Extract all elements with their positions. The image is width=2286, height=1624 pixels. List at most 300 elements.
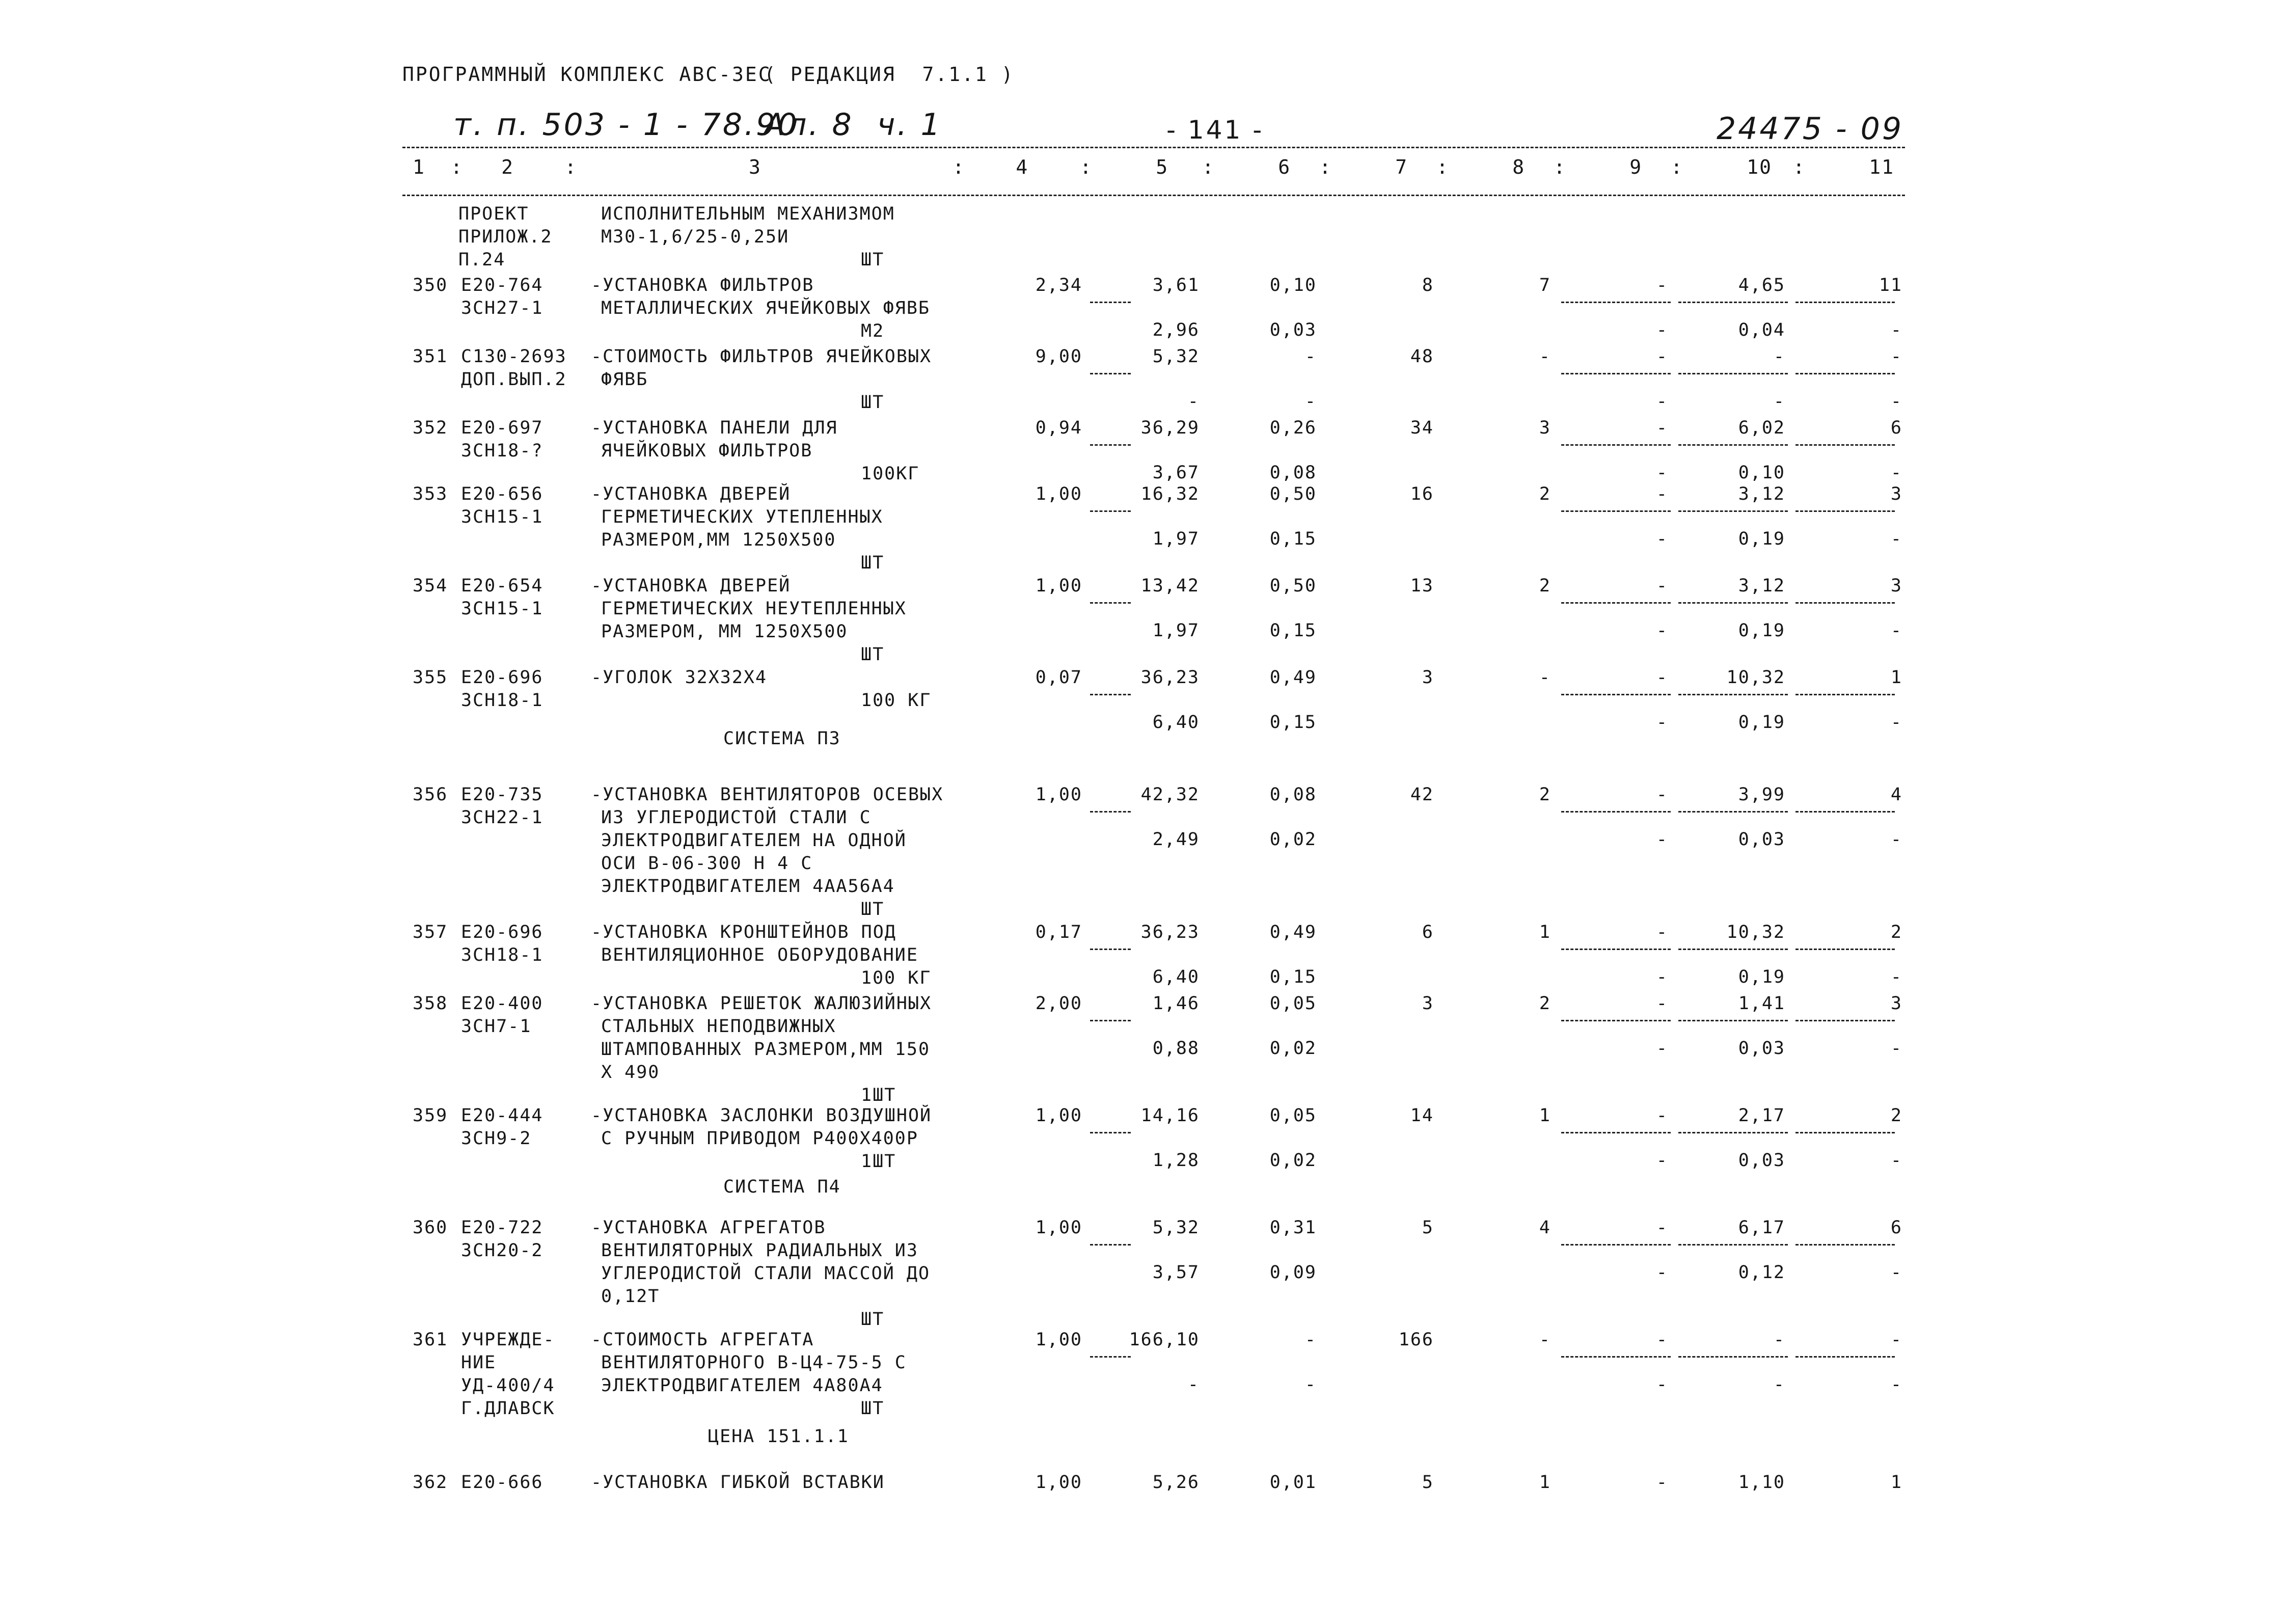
cell-divider	[1561, 1244, 1671, 1246]
cell-c7: 5	[1422, 1217, 1434, 1238]
cell-divider	[1090, 811, 1131, 813]
row-unit: ШТ	[861, 392, 885, 413]
row-description: -УСТАНОВКА КРОНШТЕЙНОВ ПОД	[591, 922, 896, 942]
cell-c11: 1	[1890, 667, 1902, 688]
row-description: -УСТАНОВКА РЕШЕТОК ЖАЛЮЗИЙНЫХ	[591, 993, 932, 1014]
cell-divider	[1561, 444, 1671, 446]
row-description: ШТАМПОВАННЫХ РАЗМЕРОМ,ММ 150	[601, 1039, 931, 1060]
col-head-11: : 11	[1793, 156, 1895, 178]
row-description: -УСТАНОВКА ПАНЕЛИ ДЛЯ	[591, 418, 838, 438]
col-head-3: 3	[749, 156, 761, 178]
cell-c10b: 0,04	[1738, 320, 1785, 340]
cell-c6: -	[1304, 1330, 1317, 1350]
cell-c6b: 0,15	[1269, 712, 1317, 733]
row-reference: ПРИЛОЖ.2	[458, 227, 553, 247]
cell-c10b: -	[1773, 391, 1785, 412]
cell-c5: 42,32	[1140, 784, 1200, 805]
row-description: ЭЛЕКТРОДВИГАТЕЛЕМ 4АА56А4	[601, 876, 895, 897]
cell-c4: 0,17	[1035, 922, 1082, 942]
cell-c11: 4	[1890, 784, 1902, 805]
cell-divider	[1090, 1356, 1131, 1358]
row-number: 359	[413, 1105, 448, 1126]
cell-c6: 0,50	[1269, 484, 1317, 504]
col-head-6: : 6	[1202, 156, 1291, 178]
cell-c8: 2	[1539, 993, 1551, 1014]
row-number: 360	[413, 1217, 448, 1238]
cell-c7: 42	[1410, 784, 1434, 805]
cell-c9: -	[1656, 576, 1668, 596]
cell-c5b: 3,67	[1152, 463, 1200, 483]
cell-c4: 2,34	[1035, 275, 1082, 295]
cell-c7: 48	[1410, 346, 1434, 367]
cell-c11b: -	[1890, 1262, 1902, 1283]
cell-divider	[1678, 694, 1788, 695]
cell-c9b: -	[1656, 712, 1668, 733]
cell-c10b: 0,19	[1738, 529, 1785, 549]
row-code: Е20-696	[461, 667, 543, 688]
row-code: Е20-697	[461, 418, 543, 438]
cell-divider	[1561, 373, 1671, 374]
row-unit: ШТ	[861, 1309, 885, 1330]
row-code: С130-2693	[461, 346, 567, 367]
row-description: ОСИ В-06-300 Н 4 С	[601, 853, 813, 874]
row-description: М30-1,6/25-0,25И	[601, 227, 790, 247]
cell-c9: -	[1656, 1330, 1668, 1350]
cell-c10b: 0,19	[1738, 967, 1785, 987]
cell-divider	[1090, 510, 1131, 512]
row-description: РАЗМЕРОМ,ММ 1250Х500	[601, 530, 836, 550]
edition-label: ( РЕДАКЦИЯ 7.1.1 )	[764, 63, 1015, 86]
cell-c11b: -	[1890, 529, 1902, 549]
cell-divider	[1561, 949, 1671, 950]
row-code: Е20-400	[461, 993, 543, 1014]
cell-c11b: -	[1890, 967, 1902, 987]
row-code-2: 3СН18-1	[461, 690, 543, 711]
cell-c9: -	[1656, 922, 1668, 942]
row-unit: ШТ	[861, 1398, 885, 1419]
cell-c5b: 6,40	[1152, 967, 1200, 987]
row-code-2: 3СН9-2	[461, 1128, 532, 1149]
cell-c8: 3	[1539, 418, 1551, 438]
cell-divider	[1678, 444, 1788, 446]
row-number: 355	[413, 667, 448, 688]
cell-c5: 13,42	[1140, 576, 1200, 596]
cell-c6: 0,05	[1269, 993, 1317, 1014]
row-unit: 100КГ	[861, 464, 920, 484]
cell-divider	[1090, 694, 1131, 695]
col-head-7: : 7	[1319, 156, 1408, 178]
row-code: Е20-735	[461, 784, 543, 805]
row-description: -УГОЛОК 32Х32Х4	[591, 667, 768, 688]
cell-c5b: 6,40	[1152, 712, 1200, 733]
cell-c11: 1	[1890, 1472, 1902, 1493]
cell-c4: 1,00	[1035, 576, 1082, 596]
row-description: 0,12Т	[601, 1286, 660, 1307]
cell-c10b: 0,12	[1738, 1262, 1785, 1283]
row-description: -УСТАНОВКА АГРЕГАТОВ	[591, 1217, 826, 1238]
cell-divider	[1561, 602, 1671, 604]
row-code-2: 3СН18-1	[461, 945, 543, 965]
row-code-4: Г.ДЛАВСК	[461, 1398, 555, 1419]
cell-divider	[1561, 811, 1671, 813]
row-code-2: 3СН18-?	[461, 441, 543, 461]
row-code: Е20-444	[461, 1105, 543, 1126]
col-head-10: : 10	[1671, 156, 1773, 178]
cell-c6b: 0,03	[1269, 320, 1317, 340]
cell-c9b: -	[1656, 463, 1668, 483]
cell-divider	[1678, 1244, 1788, 1246]
cell-c5b: 2,49	[1152, 829, 1200, 850]
cell-c9b: -	[1656, 967, 1668, 987]
row-unit: ШТ	[861, 899, 885, 919]
cell-c6: 0,05	[1269, 1105, 1317, 1126]
cell-c6b: 0,15	[1269, 620, 1317, 641]
row-code: Е20-722	[461, 1217, 543, 1238]
cell-c7: 6	[1422, 922, 1434, 942]
cell-c11: 3	[1890, 993, 1902, 1014]
row-code-2: 3СН27-1	[461, 298, 543, 318]
cell-divider	[1678, 811, 1788, 813]
cell-c4: 1,00	[1035, 1330, 1082, 1350]
row-description: ВЕНТИЛЯТОРНОГО В-Ц4-75-5 С	[601, 1352, 907, 1373]
cell-c5b: 1,97	[1152, 529, 1200, 549]
row-code: Е20-764	[461, 275, 543, 295]
cell-divider	[1678, 1132, 1788, 1133]
cell-c7: 13	[1410, 576, 1434, 596]
cell-c9: -	[1656, 275, 1668, 295]
cell-c11: 11	[1879, 275, 1902, 295]
cell-divider	[1561, 302, 1671, 303]
col-head-8: : 8	[1436, 156, 1526, 178]
row-number: 357	[413, 922, 448, 942]
cell-c9b: -	[1656, 320, 1668, 340]
cell-c8: 1	[1539, 1472, 1551, 1493]
cell-c9b: -	[1656, 1038, 1668, 1059]
row-unit: М2	[861, 321, 885, 341]
cell-c11b: -	[1890, 829, 1902, 850]
row-code: УЧРЕЖДЕ-	[461, 1330, 555, 1350]
cell-c10b: 0,03	[1738, 1038, 1785, 1059]
cell-c11b: -	[1890, 1150, 1902, 1171]
cell-divider	[1678, 949, 1788, 950]
cell-c6: 0,01	[1269, 1472, 1317, 1493]
row-reference: П.24	[458, 250, 506, 270]
cell-divider	[1678, 373, 1788, 374]
row-code-3: УД-400/4	[461, 1375, 555, 1396]
section-heading: СИСТЕМА П4	[723, 1177, 841, 1197]
col-head-1-2: 1 : 2 :	[413, 156, 578, 178]
row-description: С РУЧНЫМ ПРИВОДОМ Р400Х400Р	[601, 1128, 918, 1149]
row-code-2: 3СН15-1	[461, 599, 543, 619]
row-unit: 100 КГ	[861, 968, 932, 988]
cell-c5: 14,16	[1140, 1105, 1200, 1126]
row-code-2: 3СН7-1	[461, 1016, 532, 1037]
cell-c10b: 0,19	[1738, 712, 1785, 733]
cell-c6b: 0,08	[1269, 463, 1317, 483]
cell-c11b: -	[1890, 712, 1902, 733]
cell-c7: 16	[1410, 484, 1434, 504]
row-price-note: ЦЕНА 151.1.1	[708, 1426, 849, 1447]
cell-c11b: -	[1890, 391, 1902, 412]
cell-divider	[1090, 444, 1131, 446]
cell-c10b: -	[1773, 1374, 1785, 1395]
cell-c9b: -	[1656, 620, 1668, 641]
cell-c10: -	[1773, 346, 1785, 367]
cell-c8: 7	[1539, 275, 1551, 295]
cell-c9b: -	[1656, 1150, 1668, 1171]
cell-c10: 3,12	[1738, 576, 1785, 596]
cell-c9: -	[1656, 1217, 1668, 1238]
header-rule-bottom	[402, 195, 1905, 196]
cell-c6: 0,10	[1269, 275, 1317, 295]
cell-c9: -	[1656, 346, 1668, 367]
cell-divider	[1090, 302, 1131, 303]
cell-divider	[1795, 949, 1895, 950]
row-description: ГЕРМЕТИЧЕСКИХ УТЕПЛЕННЫХ	[601, 507, 883, 527]
row-unit: 1ШТ	[861, 1151, 896, 1172]
cell-c6b: 0,02	[1269, 1038, 1317, 1059]
cell-c6: 0,26	[1269, 418, 1317, 438]
row-number: 352	[413, 418, 448, 438]
cell-c9: -	[1656, 667, 1668, 688]
row-description: ЭЛЕКТРОДВИГАТЕЛЕМ 4А80А4	[601, 1375, 883, 1396]
cell-divider	[1090, 373, 1131, 374]
cell-c4: 9,00	[1035, 346, 1082, 367]
row-description: ИЗ УГЛЕРОДИСТОЙ СТАЛИ С	[601, 807, 872, 828]
row-unit: 100 КГ	[861, 690, 932, 711]
cell-c5b: 0,88	[1152, 1038, 1200, 1059]
cell-c11: -	[1890, 346, 1902, 367]
cell-divider	[1795, 1020, 1895, 1021]
cell-c11: 2	[1890, 922, 1902, 942]
cell-c11b: -	[1890, 320, 1902, 340]
cell-c11b: -	[1890, 1038, 1902, 1059]
cell-c5b: 1,28	[1152, 1150, 1200, 1171]
cell-c10: 6,17	[1738, 1217, 1785, 1238]
row-unit: 1ШТ	[861, 1085, 896, 1105]
cell-c11: 6	[1890, 1217, 1902, 1238]
cell-c8: 2	[1539, 484, 1551, 504]
row-unit: ШТ	[861, 553, 885, 573]
row-description: РАЗМЕРОМ, ММ 1250Х500	[601, 621, 848, 642]
cell-c8: -	[1539, 346, 1551, 367]
row-description: ЯЧЕЙКОВЫХ ФИЛЬТРОВ	[601, 441, 813, 461]
col-head-9: : 9	[1554, 156, 1643, 178]
section-heading: СИСТЕМА П3	[723, 728, 841, 749]
row-number: 358	[413, 993, 448, 1014]
cell-divider	[1795, 373, 1895, 374]
cell-c11: -	[1890, 1330, 1902, 1350]
cell-c4: 1,00	[1035, 1217, 1082, 1238]
cell-c4: 0,07	[1035, 667, 1082, 688]
cell-c7: 3	[1422, 667, 1434, 688]
row-description: ИСПОЛНИТЕЛЬНЫМ МЕХАНИЗМОМ	[601, 204, 895, 224]
row-description: ФЯВБ	[601, 369, 648, 390]
cell-c5: 36,23	[1140, 667, 1200, 688]
cell-divider	[1795, 510, 1895, 512]
row-number: 351	[413, 346, 448, 367]
cell-c11b: -	[1890, 463, 1902, 483]
cell-c5: 5,32	[1152, 346, 1200, 367]
cell-c8: 2	[1539, 784, 1551, 805]
cell-divider	[1795, 602, 1895, 604]
cell-c5: 36,29	[1140, 418, 1200, 438]
cell-c10b: 0,10	[1738, 463, 1785, 483]
cell-c8: 4	[1539, 1217, 1551, 1238]
cell-c7: 14	[1410, 1105, 1434, 1126]
row-code-2: 3СН22-1	[461, 807, 543, 828]
cell-c9b: -	[1656, 1262, 1668, 1283]
cell-c10: 10,32	[1726, 667, 1785, 688]
cell-divider	[1795, 811, 1895, 813]
cell-c4: 2,00	[1035, 993, 1082, 1014]
cell-c6: 0,50	[1269, 576, 1317, 596]
cell-c9b: -	[1656, 391, 1668, 412]
row-code-2: 3СН20-2	[461, 1240, 543, 1261]
cell-c8: -	[1539, 667, 1551, 688]
cell-c4: 1,00	[1035, 484, 1082, 504]
cell-c9: -	[1656, 1105, 1668, 1126]
row-unit: ШТ	[861, 250, 885, 270]
cell-c10: 3,99	[1738, 784, 1785, 805]
cell-c10b: 0,03	[1738, 829, 1785, 850]
cell-c11b: -	[1890, 620, 1902, 641]
project-number: т. п. 503 - 1 - 78.90	[453, 107, 799, 143]
document-number: 24475 - 09	[1717, 111, 1904, 147]
cell-c4: 1,00	[1035, 784, 1082, 805]
row-description: СТАЛЬНЫХ НЕПОДВИЖНЫХ	[601, 1016, 836, 1037]
cell-c6: 0,08	[1269, 784, 1317, 805]
cell-c8: -	[1539, 1330, 1551, 1350]
cell-c5b: -	[1187, 1374, 1200, 1395]
cell-divider	[1561, 694, 1671, 695]
cell-c10: 6,02	[1738, 418, 1785, 438]
cell-divider	[1795, 444, 1895, 446]
cell-c5b: -	[1187, 391, 1200, 412]
cell-c5b: 3,57	[1152, 1262, 1200, 1283]
cell-divider	[1795, 1244, 1895, 1246]
cell-c11b: -	[1890, 1374, 1902, 1395]
cell-divider	[1090, 1244, 1131, 1246]
row-description: -УСТАНОВКА ДВЕРЕЙ	[591, 576, 791, 596]
row-description: -СТОИМОСТЬ АГРЕГАТА	[591, 1330, 814, 1350]
cell-c9: -	[1656, 993, 1668, 1014]
row-number: 356	[413, 784, 448, 805]
cell-c6: -	[1304, 346, 1317, 367]
cell-divider	[1795, 694, 1895, 695]
cell-divider	[1678, 302, 1788, 303]
cell-c9: -	[1656, 1472, 1668, 1493]
cell-c10: 1,41	[1738, 993, 1785, 1014]
row-description: -УСТАНОВКА ЗАСЛОНКИ ВОЗДУШНОЙ	[591, 1105, 932, 1126]
cell-c5: 166,10	[1129, 1330, 1200, 1350]
cell-divider	[1561, 1020, 1671, 1021]
cell-c5: 3,61	[1152, 275, 1200, 295]
row-unit: ШТ	[861, 644, 885, 665]
cell-c6b: 0,02	[1269, 1150, 1317, 1171]
cell-c5: 5,26	[1152, 1472, 1200, 1493]
row-description: ВЕНТИЛЯТОРНЫХ РАДИАЛЬНЫХ ИЗ	[601, 1240, 918, 1261]
row-code-2: ДОП.ВЫП.2	[461, 369, 567, 390]
row-description: ЭЛЕКТРОДВИГАТЕЛЕМ НА ОДНОЙ	[601, 830, 907, 851]
row-code: Е20-696	[461, 922, 543, 942]
cell-c6: 0,31	[1269, 1217, 1317, 1238]
cell-c4: 0,94	[1035, 418, 1082, 438]
cell-c10b: 0,03	[1738, 1150, 1785, 1171]
row-description: УГЛЕРОДИСТОЙ СТАЛИ МАССОЙ ДО	[601, 1263, 931, 1284]
cell-c9: -	[1656, 484, 1668, 504]
cell-c9: -	[1656, 418, 1668, 438]
cell-c5: 1,46	[1152, 993, 1200, 1014]
cell-c7: 5	[1422, 1472, 1434, 1493]
cell-c7: 8	[1422, 275, 1434, 295]
cell-c6b: 0,15	[1269, 967, 1317, 987]
cell-c11: 2	[1890, 1105, 1902, 1126]
cell-c10: -	[1773, 1330, 1785, 1350]
cell-c5: 16,32	[1140, 484, 1200, 504]
page-number: - 141 -	[1166, 115, 1264, 145]
cell-c6b: 0,09	[1269, 1262, 1317, 1283]
row-number: 362	[413, 1472, 448, 1493]
col-head-5: : 5	[1080, 156, 1169, 178]
cell-c8: 1	[1539, 1105, 1551, 1126]
row-description: -УСТАНОВКА ДВЕРЕЙ	[591, 484, 791, 504]
album-label: Ал. 8 ч. 1	[764, 107, 942, 143]
row-code: Е20-656	[461, 484, 543, 504]
cell-c10: 3,12	[1738, 484, 1785, 504]
cell-divider	[1090, 949, 1131, 950]
cell-c5: 36,23	[1140, 922, 1200, 942]
cell-c10: 2,17	[1738, 1105, 1785, 1126]
cell-c10b: 0,19	[1738, 620, 1785, 641]
cell-divider	[1795, 1356, 1895, 1358]
cell-divider	[1090, 602, 1131, 604]
row-description: -УСТАНОВКА ФИЛЬТРОВ	[591, 275, 814, 295]
row-number: 354	[413, 576, 448, 596]
cell-divider	[1678, 510, 1788, 512]
row-description: ГЕРМЕТИЧЕСКИХ НЕУТЕПЛЕННЫХ	[601, 599, 907, 619]
row-number: 353	[413, 484, 448, 504]
cell-c7: 34	[1410, 418, 1434, 438]
cell-c5b: 1,97	[1152, 620, 1200, 641]
row-number: 350	[413, 275, 448, 295]
cell-c5: 5,32	[1152, 1217, 1200, 1238]
cell-c9b: -	[1656, 829, 1668, 850]
cell-c10: 1,10	[1738, 1472, 1785, 1493]
cell-c5b: 2,96	[1152, 320, 1200, 340]
row-description: МЕТАЛЛИЧЕСКИХ ЯЧЕЙКОВЫХ ФЯВБ	[601, 298, 931, 318]
cell-c10: 4,65	[1738, 275, 1785, 295]
header-rule-top	[402, 147, 1905, 148]
cell-divider	[1561, 1132, 1671, 1133]
cell-c8: 1	[1539, 922, 1551, 942]
cell-c9b: -	[1656, 529, 1668, 549]
row-number: 361	[413, 1330, 448, 1350]
cell-c6: 0,49	[1269, 667, 1317, 688]
row-description: -СТОИМОСТЬ ФИЛЬТРОВ ЯЧЕЙКОВЫХ	[591, 346, 932, 367]
row-description: ВЕНТИЛЯЦИОННОЕ ОБОРУДОВАНИЕ	[601, 945, 918, 965]
cell-c8: 2	[1539, 576, 1551, 596]
col-head-4: : 4	[953, 156, 1029, 178]
row-code-2: 3СН15-1	[461, 507, 543, 527]
row-description: -УСТАНОВКА ВЕНТИЛЯТОРОВ ОСЕВЫХ	[591, 784, 944, 805]
cell-divider	[1678, 1356, 1788, 1358]
program-title: ПРОГРАММНЫЙ КОМПЛЕКС АВС-3ЕС	[402, 63, 772, 86]
cell-c7: 166	[1398, 1330, 1434, 1350]
cell-c6b: 0,15	[1269, 529, 1317, 549]
row-description: Х 490	[601, 1062, 660, 1082]
row-code: Е20-666	[461, 1472, 543, 1493]
